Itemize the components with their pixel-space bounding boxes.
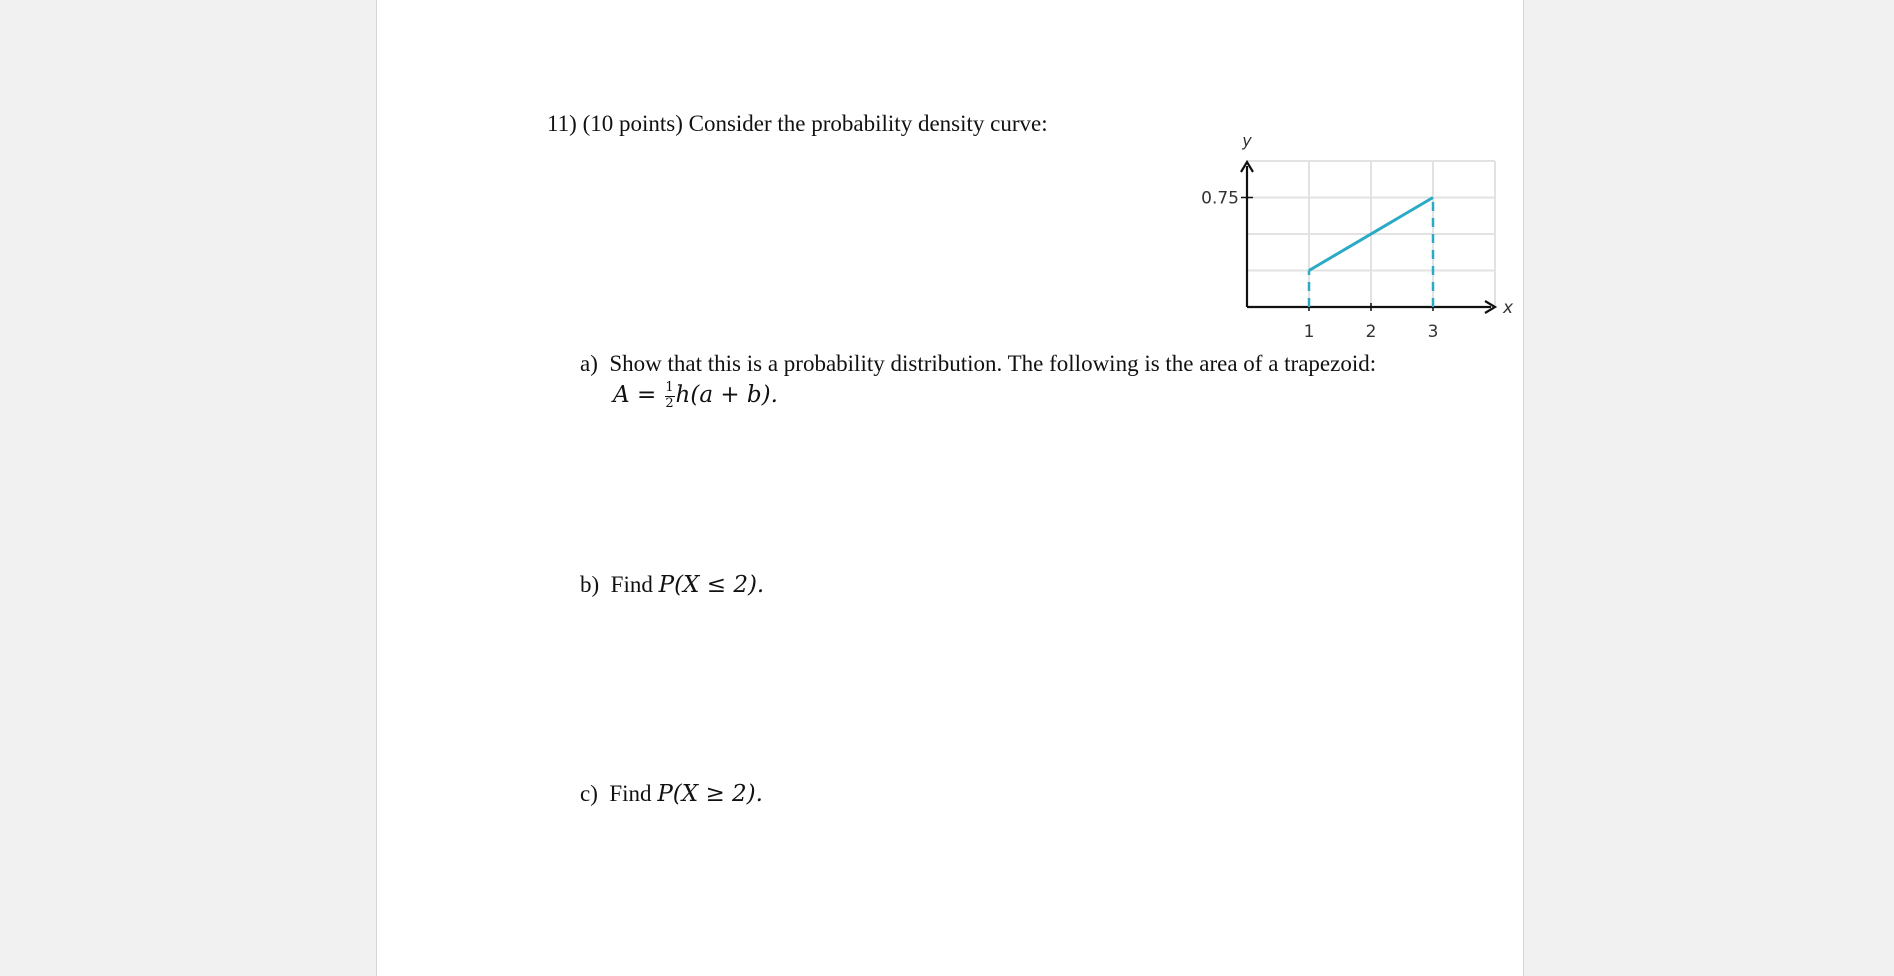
part-b-text: Find [610,572,653,597]
part-a-text: Show that this is a probability distribution. The following is the area of a trapezoid: [609,351,1377,376]
part-b [580,573,764,597]
formula-lhs: A [613,382,630,408]
y-tick-label: 0.75 [1201,188,1239,209]
x-tick-label: 2 [1365,322,1377,342]
x-tick-label: 1 [1303,322,1315,342]
part-b-expression: P(X ≤ 2). [658,572,765,598]
trapezoid-formula [613,381,778,411]
part-b-label: b) [580,572,600,597]
question-header [547,112,1048,135]
part-c-label: c) [580,781,598,806]
formula-equals: = [636,382,657,408]
x-tick-label: 3 [1427,322,1439,342]
part-a [580,352,1376,375]
fraction-denominator: 2 [665,396,674,411]
y-axis-label: y [1242,134,1252,150]
formula-rhs: h(a + b). [675,382,778,408]
part-c [580,782,763,806]
question-prompt: (10 points) Consider the probability density curve: [582,111,1048,136]
question-number: 11) [547,111,577,136]
density-chart [1189,134,1519,344]
part-c-expression: P(X ≥ 2). [657,781,763,807]
part-c-text: Find [609,781,652,806]
formula-fraction [665,381,675,411]
part-a-label: a) [580,351,598,376]
document-page [376,0,1524,976]
x-axis-label: x [1502,298,1514,318]
fraction-numerator: 1 [665,380,674,395]
